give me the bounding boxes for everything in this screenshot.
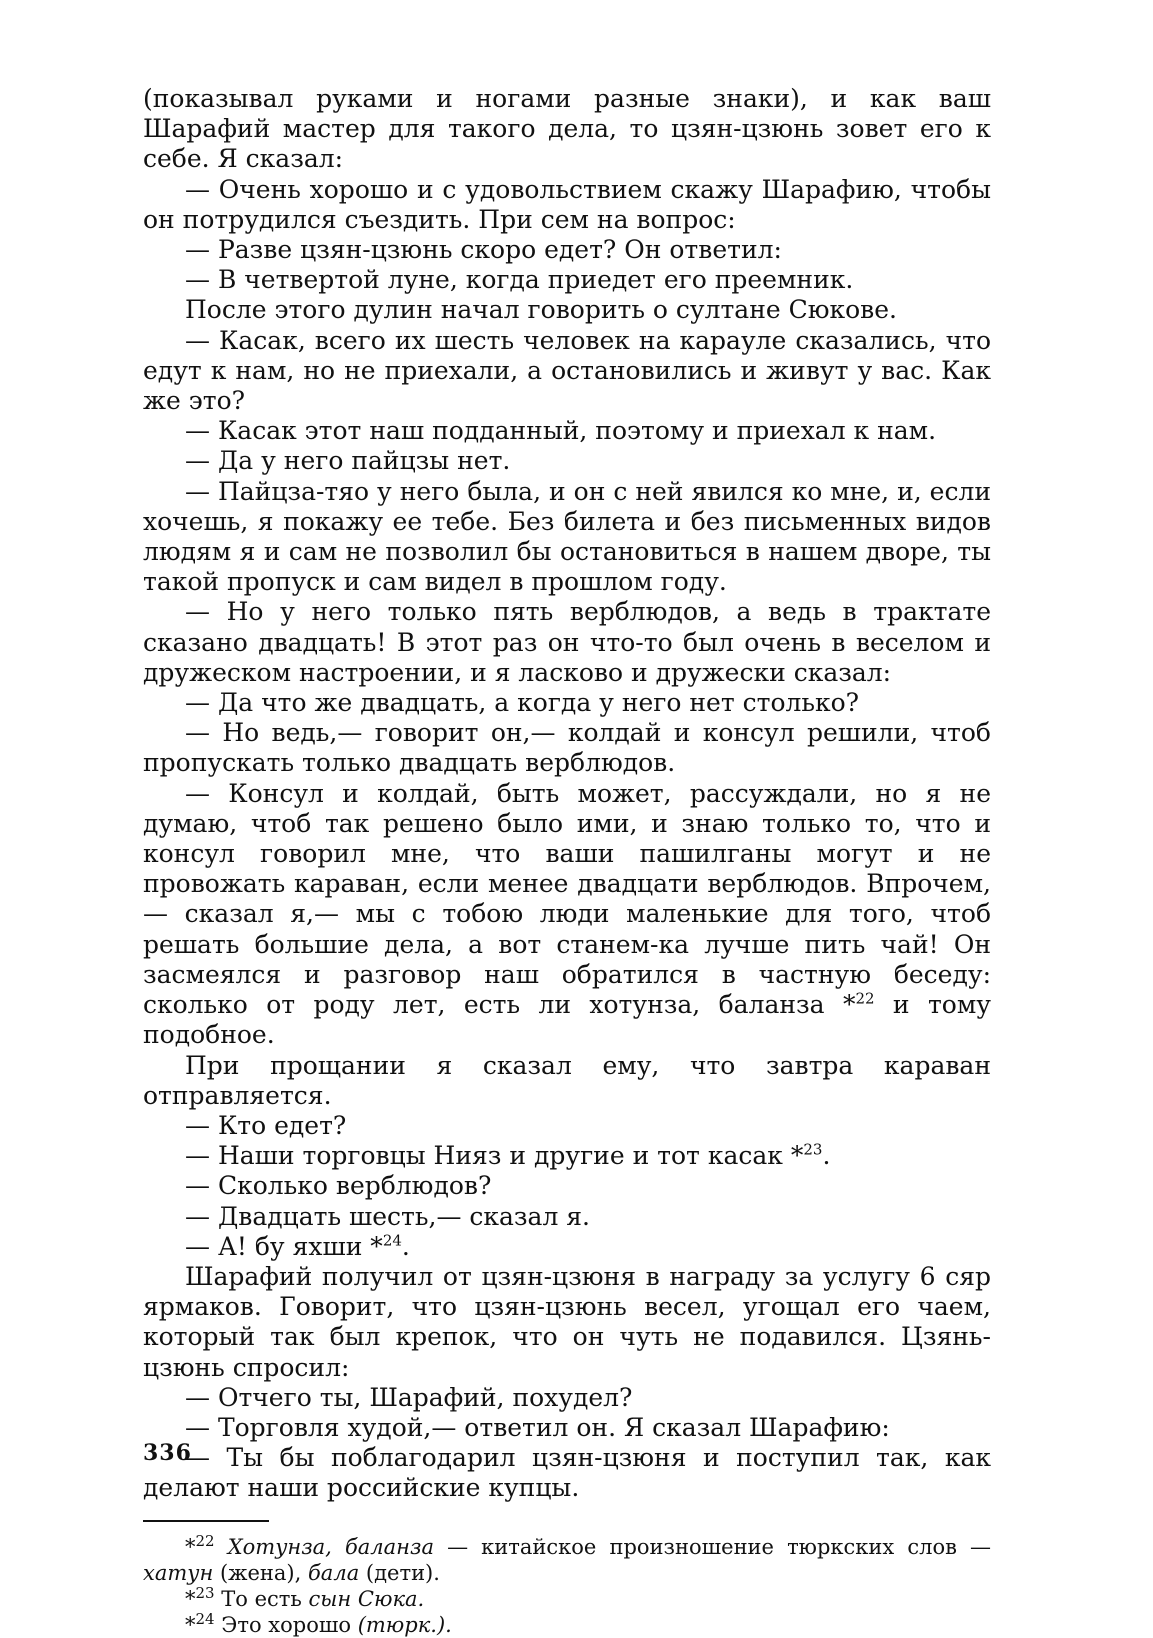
footnote-text: То есть [214, 1586, 302, 1611]
footnote-22 [143, 1531, 991, 1586]
footnote-ref-mark: * [362, 1231, 383, 1261]
paragraph-tail: и тому подобное. [143, 990, 992, 1050]
paragraph: — Касак, всего их шесть человек на карауле сказались, что едут к нам, но не приехали, а остановились и живут у вас. Как же это? [143, 325, 991, 416]
footnote-number: 23 [195, 1583, 215, 1602]
paragraph: — Кто едет? [185, 1110, 347, 1140]
paragraph-tail: . [401, 1231, 410, 1261]
footnote-term: (тюрк.). [357, 1612, 452, 1637]
footnote-marker: * [185, 1534, 196, 1559]
footnote-separator [143, 1520, 269, 1522]
main-text [143, 84, 991, 1504]
paragraph-text: — Наши торговцы Нияз и другие и тот касак [185, 1141, 783, 1171]
paragraph: При прощании я сказал ему, что завтра караван отправляется. [143, 1050, 991, 1110]
footnote-ref-mark: * [842, 990, 856, 1020]
paragraph: (показывал руками и ногами разные знаки), и как ваш Шарафий мастер для такого дела, то цзян-цзюнь зовет его к себе. Я сказал: [143, 84, 991, 174]
paragraph: После этого дулин начал говорить о султане Сюкове. [185, 295, 897, 325]
paragraph-text: — Консул и колдай, быть может, рассуждали, но я не думаю, чтоб так решено было ими, и знаю только то, что и консул говорил мне, что ваши пашилганы могут и не провожать караван, если менее двадцати верблюдов. Впрочем,— сказал я,— мы с тобою люди маленькие для того, чтоб решать большие дела, а вот станем-ка лучше пить чай! Он засмеялся и разговор наш обратился в частную беседу: сколько от роду лет, есть ли хотунза, баланза [143, 778, 991, 1020]
paragraph: — Сколько верблюдов? [185, 1171, 492, 1201]
paragraph-text: — А! бу яхши [185, 1231, 363, 1261]
footnote-number: 22 [195, 1531, 215, 1550]
footnote-marker: * [185, 1586, 196, 1611]
footnote-text: Это хорошо [214, 1612, 352, 1637]
paragraph: — Разве цзян-цзюнь скоро едет? Он ответил: [185, 235, 782, 265]
footnote-ref-24: 24 [382, 1231, 402, 1250]
footnote-text: (дети). [359, 1560, 440, 1585]
footnote-marker: * [185, 1612, 196, 1637]
paragraph-tail: . [822, 1141, 831, 1171]
paragraph: — Пайцза-тяо у него была, и он с ней явился ко мне, и, если хочешь, я покажу ее тебе. Без билета и без письменных видов людям я и сам не позволил бы остановиться в нашем дворе, ты такой пропуск и сам видел в прошлом году. [143, 476, 991, 597]
footnote-ref-22: 22 [855, 989, 875, 1008]
footnote-term: бала [307, 1560, 360, 1585]
paragraph: — Да у него пайцзы нет. [185, 446, 511, 476]
paragraph-with-footnote-ref [143, 1141, 991, 1171]
footnote-text: (жена), [213, 1560, 302, 1585]
footnote-ref-mark: * [782, 1141, 804, 1171]
paragraph: Шарафий получил от цзян-цзюня в награду за услугу 6 сяр ярмаков. Говорит, что цзян-цзюнь весел, угощал его чаем, который так был крепок, что он чуть не подавился. Цзянь-цзюнь спросил: [143, 1261, 991, 1382]
footnote-term: Хотунза, баланза [227, 1534, 434, 1559]
paragraph-with-footnote-ref [143, 1232, 991, 1262]
footnotes [143, 1531, 991, 1638]
paragraph: — В четвертой луне, когда приедет его преемник. [185, 265, 854, 295]
footnote-term: сын Сюка. [308, 1586, 425, 1611]
book-page [143, 84, 991, 1638]
footnote-ref-23: 23 [803, 1140, 823, 1159]
paragraph: — Очень хорошо и с удовольствием скажу Шарафию, чтобы он потрудился съездить. При сем на вопрос: [143, 174, 991, 234]
footnote-number: 24 [195, 1609, 215, 1628]
paragraph: — Двадцать шесть,— сказал я. [185, 1201, 591, 1231]
footnote-24 [143, 1609, 991, 1638]
footnote-text: — китайское произношение тюркских слов — [433, 1534, 991, 1559]
paragraph: — Касак этот наш подданный, поэтому и приехал к нам. [185, 416, 937, 446]
paragraph: — Но ведь,— говорит он,— колдай и консул решили, чтоб пропускать только двадцать верблюдов. [143, 718, 991, 778]
page-number: 336 [143, 1440, 192, 1466]
paragraph: — Торговля худой,— ответил он. Я сказал Шарафию: [185, 1412, 890, 1442]
footnote-term: хатун [143, 1560, 214, 1585]
paragraph: — Отчего ты, Шарафий, похудел? [185, 1382, 633, 1412]
paragraph-with-footnote-ref [143, 779, 991, 1051]
paragraph: — Ты бы поблагодарил цзян-цзюня и поступил так, как делают наши российские купцы. [143, 1443, 991, 1503]
paragraph: — Но у него только пять верблюдов, а ведь в трактате сказано двадцать! В этот раз он что-то был очень в веселом и дружеском настроении, и я ласково и дружески сказал: [143, 597, 991, 687]
footnote-23 [143, 1583, 991, 1612]
paragraph: — Да что же двадцать, а когда у него нет столько? [185, 688, 860, 718]
